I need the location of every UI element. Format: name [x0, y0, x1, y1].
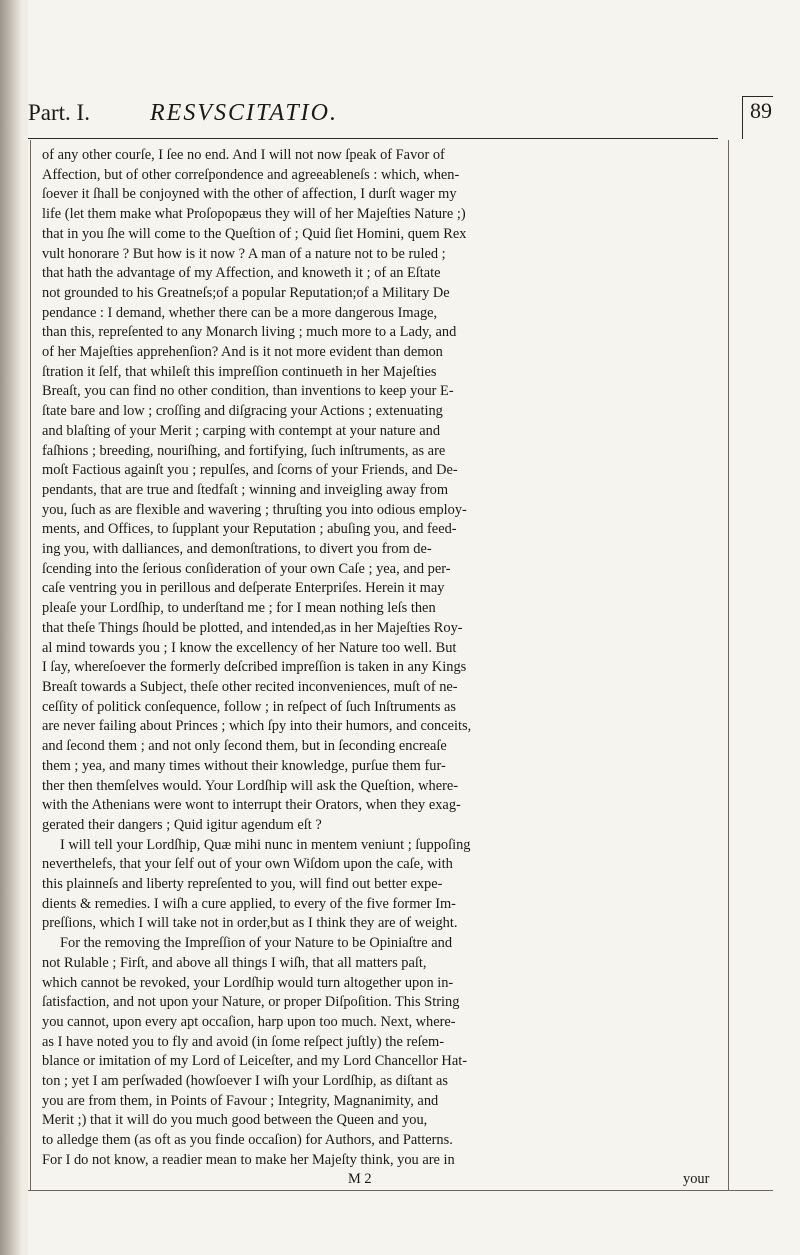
- text-line: I will tell your Lordſhip, Quæ mihi nunc in mentem veniunt ; ſuppoſing: [60, 836, 471, 853]
- text-line: For I do not know, a readier mean to make her Majeſty think, you are in: [42, 1151, 455, 1168]
- text-line: that hath the advantage of my Affection, and knoweth it ; of an Eſtate: [42, 265, 441, 282]
- text-line: ton ; yet I am perſwaded (howſoever I wiſh your Lordſhip, as diſtant as: [42, 1073, 449, 1090]
- text-line: life (let them make what Proſopopæus they will of her Majeſties Nature ;): [42, 206, 466, 223]
- bottom-rule: [28, 1190, 773, 1191]
- text-line: pleaſe your Lordſhip, to underſtand me ; for I mean nothing leſs then: [42, 600, 436, 617]
- text-line: to alledge them (as oft as you finde occaſion) for Authors, and Patterns.: [42, 1132, 453, 1149]
- text-line: you cannot, upon every apt occaſion, harp upon too much. Next, where-: [42, 1013, 456, 1030]
- text-line: you, ſuch as are flexible and wavering ; thruſting you into odious employ-: [42, 501, 467, 518]
- left-margin-rule: [30, 140, 31, 1190]
- text-line: blance or imitation of my Lord of Leiceſter, and my Lord Chancellor Hat-: [42, 1053, 468, 1070]
- text-line: ſcending into the ſerious conſideration of your own Caſe ; yea, and per-: [42, 560, 451, 577]
- signature-mark: M 2: [348, 1171, 372, 1187]
- text-line: faſhions ; breeding, nouriſhing, and fortifying, ſuch inſtruments, as are: [42, 442, 446, 459]
- text-line: I ſay, whereſoever the formerly deſcribed impreſſion is taken in any Kings: [42, 659, 467, 676]
- text-line: that theſe Things ſhould be plotted, and intended,as in her Majeſties Roy-: [42, 619, 463, 636]
- text-line: For the removing the Impreſſion of your Nature to be Opiniaſtre and: [60, 935, 453, 952]
- text-line: not grounded to his Greatneſs;of a popular Reputation;of a Military De: [42, 284, 450, 301]
- text-line: preſſions, which I will take not in order,but as I think they are of weight.: [42, 915, 458, 932]
- text-line: which cannot be revoked, your Lordſhip would turn altogether upon in-: [42, 974, 454, 991]
- text-line: with the Athenians were wont to interrupt their Orators, when they exag-: [42, 797, 461, 814]
- text-line: Affection, but of other correſpondence and agreeableneſs : which, when-: [42, 166, 460, 183]
- text-line: of any other courſe, I ſee no end. And I will not now ſpeak of Favor of: [42, 147, 445, 163]
- text-line: ceſſity of politick conſequence, follow ; in reſpect of ſuch Inſtruments as: [42, 698, 457, 715]
- text-line: Breaſt towards a Subject, theſe other recited inconveniences, muſt of ne-: [42, 678, 458, 695]
- catchword: your: [683, 1171, 710, 1187]
- text-line: gerated their dangers ; Quid igitur agendum eſt ?: [42, 816, 322, 833]
- text-line: ſatisfaction, and not upon your Nature, or proper Diſpoſition. This String: [42, 994, 460, 1011]
- text-line: you are from them, in Points of Favour ; Integrity, Magnanimity, and: [42, 1092, 439, 1109]
- text-line: ing you, with dalliances, and demonſtrations, to divert you from de-: [42, 541, 432, 558]
- text-line: ſoever it ſhall be conjoyned with the other of affection, I durſt wager my: [42, 186, 457, 203]
- part-label: Part. I.: [28, 100, 90, 125]
- text-line: not Rulable ; Firſt, and above all things I wiſh, that all matters paſt,: [42, 954, 427, 971]
- text-line: this plainneſs and liberty repreſented to you, will find out better expe-: [42, 876, 443, 893]
- body-text: [42, 146, 728, 1171]
- text-line: them ; yea, and many times without their knowledge, purſue them fur-: [42, 757, 446, 774]
- text-line: neverthelefs, that your ſelf out of your own Wiſdom upon the caſe, with: [42, 856, 453, 873]
- text-line: moſt Factious againſt you ; repulſes, and ſcorns of your Friends, and De-: [42, 462, 458, 479]
- text-line: of her Majeſties apprehenſion? And is it not more evident than demon: [42, 344, 443, 361]
- text-line: caſe ventring you in perillous and deſperate Enterpriſes. Herein it may: [42, 580, 445, 597]
- text-line: Merit ;) that it will do you much good between the Queen and you,: [42, 1112, 428, 1129]
- text-line: ſtate bare and low ; croſſing and diſgracing your Actions ; extenuating: [42, 403, 443, 420]
- text-line: dients & remedies. I wiſh a cure applied, to every of the five former Im-: [42, 895, 456, 912]
- running-title: RESVSCITATIO.: [150, 100, 338, 126]
- header-rule: [28, 138, 718, 139]
- text-line: ſtration it ſelf, that whileſt this impreſſion continueth in her Majeſties: [42, 363, 437, 380]
- text-line: and blaſting of your Merit ; carping with contempt at your nature and: [42, 422, 441, 439]
- book-page: [28, 0, 800, 1255]
- text-line: that in you ſhe will come to the Queſtion of ; Quid ſiet Homini, quem Rex: [42, 225, 467, 242]
- text-line: Breaſt, you can find no other condition, than inventions to keep your E-: [42, 383, 454, 400]
- text-line: as I have noted you to fly and avoid (in ſome reſpect juſtly) the reſem-: [42, 1033, 445, 1050]
- text-line: than this, repreſented to any Monarch living ; much more to a Lady, and: [42, 324, 457, 341]
- right-margin-rule: [728, 140, 729, 1190]
- text-line: ther then themſelves would. Your Lordſhip will ask the Queſtion, where-: [42, 777, 459, 794]
- text-line: vult honorare ? But how is it now ? A man of a nature not to be ruled ;: [42, 245, 446, 262]
- text-line: pendants, that are true and ſtedfaſt ; winning and inveigling away from: [42, 481, 449, 498]
- text-line: and ſecond them ; and not only ſecond them, but in ſeconding encreaſe: [42, 738, 447, 755]
- text-line: are never failing about Princes ; which ſpy into their humors, and conceits,: [42, 718, 472, 735]
- running-header: [28, 98, 772, 140]
- book-binding-shadow: [0, 0, 22, 1255]
- page-number: 89: [750, 98, 772, 123]
- text-line: ments, and Offices, to ſupplant your Reputation ; abuſing you, and feed-: [42, 521, 457, 538]
- text-line: pendance : I demand, whether there can be a more dangerous Image,: [42, 304, 438, 321]
- text-line: al mind towards you ; I know the excellency of her Nature too well. But: [42, 639, 457, 656]
- folio-box-rule: [742, 96, 773, 139]
